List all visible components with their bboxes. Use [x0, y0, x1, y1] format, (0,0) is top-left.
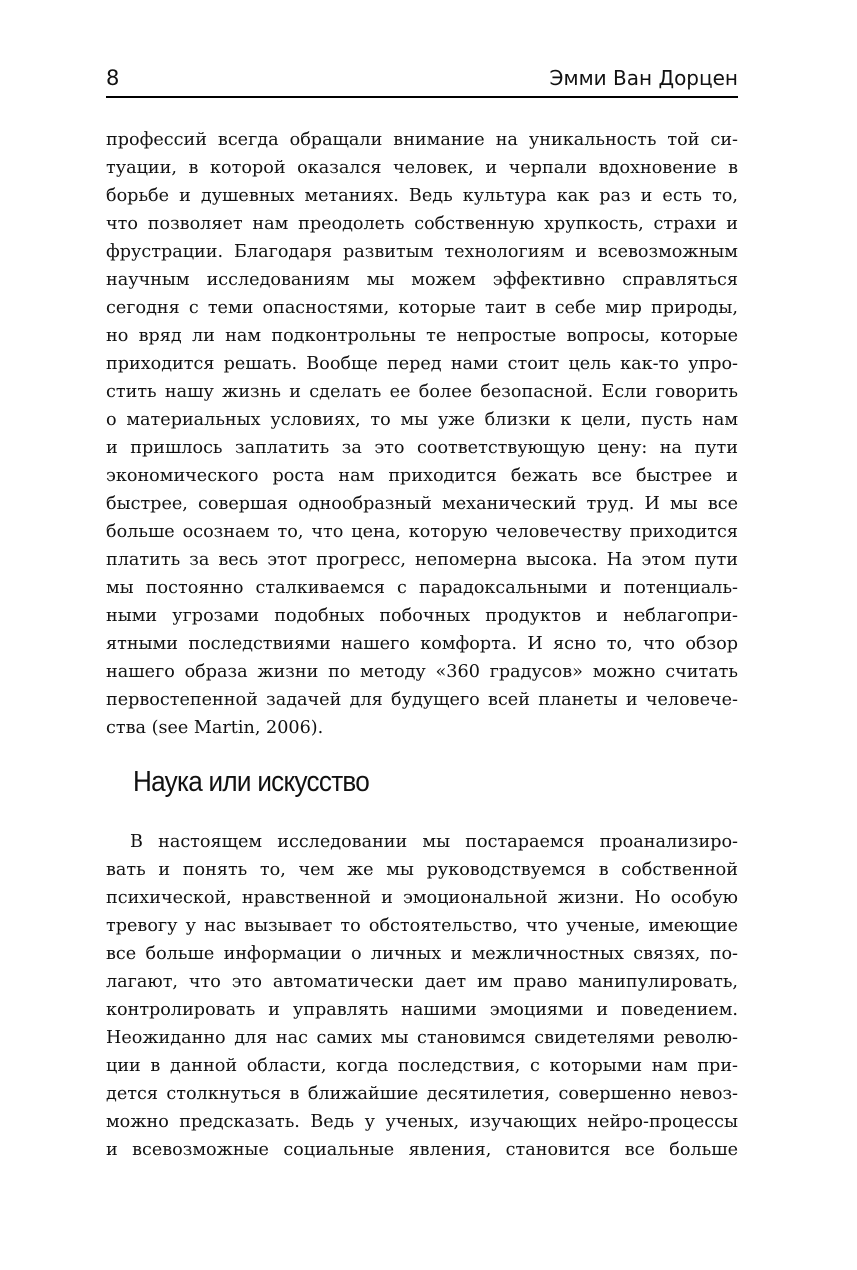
text-line: вать и понять то, чем же мы руководствуемся в собственной [106, 860, 738, 880]
page-number: 8 [106, 66, 120, 90]
text-line: туации, в которой оказался человек, и черпали вдохновение в [106, 158, 738, 178]
section-heading: Наука или искусство [133, 766, 370, 798]
text-line: ными угрозами подобных побочных продуктов и неблагопри- [106, 606, 738, 626]
text-line: психической, нравственной и эмоциональной жизни. Но особую [106, 888, 738, 908]
text-line: нашего образа жизни по методу «360 градусов» можно считать [106, 662, 738, 682]
text-line: тревогу у нас вызывает то обстоятельство, что ученые, имеющие [106, 916, 738, 936]
text-line: ства (see Martin, 2006). [106, 718, 324, 738]
paragraph-2 [106, 828, 738, 1164]
text-line: контролировать и управлять нашими эмоциями и поведением. [106, 1000, 738, 1020]
text-line: профессий всегда обращали внимание на уникальность той си- [106, 130, 738, 150]
text-line: и пришлось заплатить за это соответствующую цену: на пути [106, 438, 738, 458]
text-line: платить за весь этот прогресс, непомерна высока. На этом пути [106, 550, 738, 570]
text-line: научным исследованиям мы можем эффективно справляться [106, 270, 738, 290]
text-line: Неожиданно для нас самих мы становимся свидетелями револю- [106, 1028, 738, 1048]
text-line: быстрее, совершая однообразный механический труд. И мы все [106, 494, 738, 514]
text-line: мы постоянно сталкиваемся с парадоксальными и потенциаль- [106, 578, 738, 598]
text-line: о материальных условиях, то мы уже близки к цели, пусть нам [106, 410, 738, 430]
text-line: что позволяет нам преодолеть собственную хрупкость, страхи и [106, 214, 738, 234]
text-line: все больше информации о личных и межличностных связях, по- [106, 944, 738, 964]
text-line: экономического роста нам приходится бежать все быстрее и [106, 466, 738, 486]
text-line: ятными последствиями нашего комфорта. И ясно то, что обзор [106, 634, 738, 654]
text-line: и всевозможные социальные явления, становится все больше [106, 1140, 738, 1160]
text-line: можно предсказать. Ведь у ученых, изучающих нейро-процессы [106, 1112, 738, 1132]
text-line: лагают, что это автоматически дает им право манипулировать, [106, 972, 738, 992]
text-line: сегодня с теми опасностями, которые таит в себе мир природы, [106, 298, 738, 318]
text-line: но вряд ли нам подконтрольны те непростые вопросы, которые [106, 326, 738, 346]
text-line: ции в данной области, когда последствия, с которыми нам при- [106, 1056, 738, 1076]
text-line: фрустрации. Благодаря развитым технологиям и всевозможным [106, 242, 738, 262]
text-line: больше осознаем то, что цена, которую человечеству приходится [106, 522, 738, 542]
running-head-author: Эмми Ван Дорцен [549, 66, 738, 90]
text-line: приходится решать. Вообще перед нами стоит цель как-то упро- [106, 354, 738, 374]
page-header [106, 62, 738, 98]
text-line: борьбе и душевных метаниях. Ведь культура как раз и есть то, [106, 186, 738, 206]
text-line: первостепенной задачей для будущего всей планеты и человече- [106, 690, 738, 710]
text-line: стить нашу жизнь и сделать ее более безопасной. Если говорить [106, 382, 738, 402]
paragraph-1 [106, 126, 738, 742]
text-line: В настоящем исследовании мы постараемся проанализиро- [130, 832, 738, 852]
text-line: дется столкнуться в ближайшие десятилетия, совершенно невоз- [106, 1084, 738, 1104]
